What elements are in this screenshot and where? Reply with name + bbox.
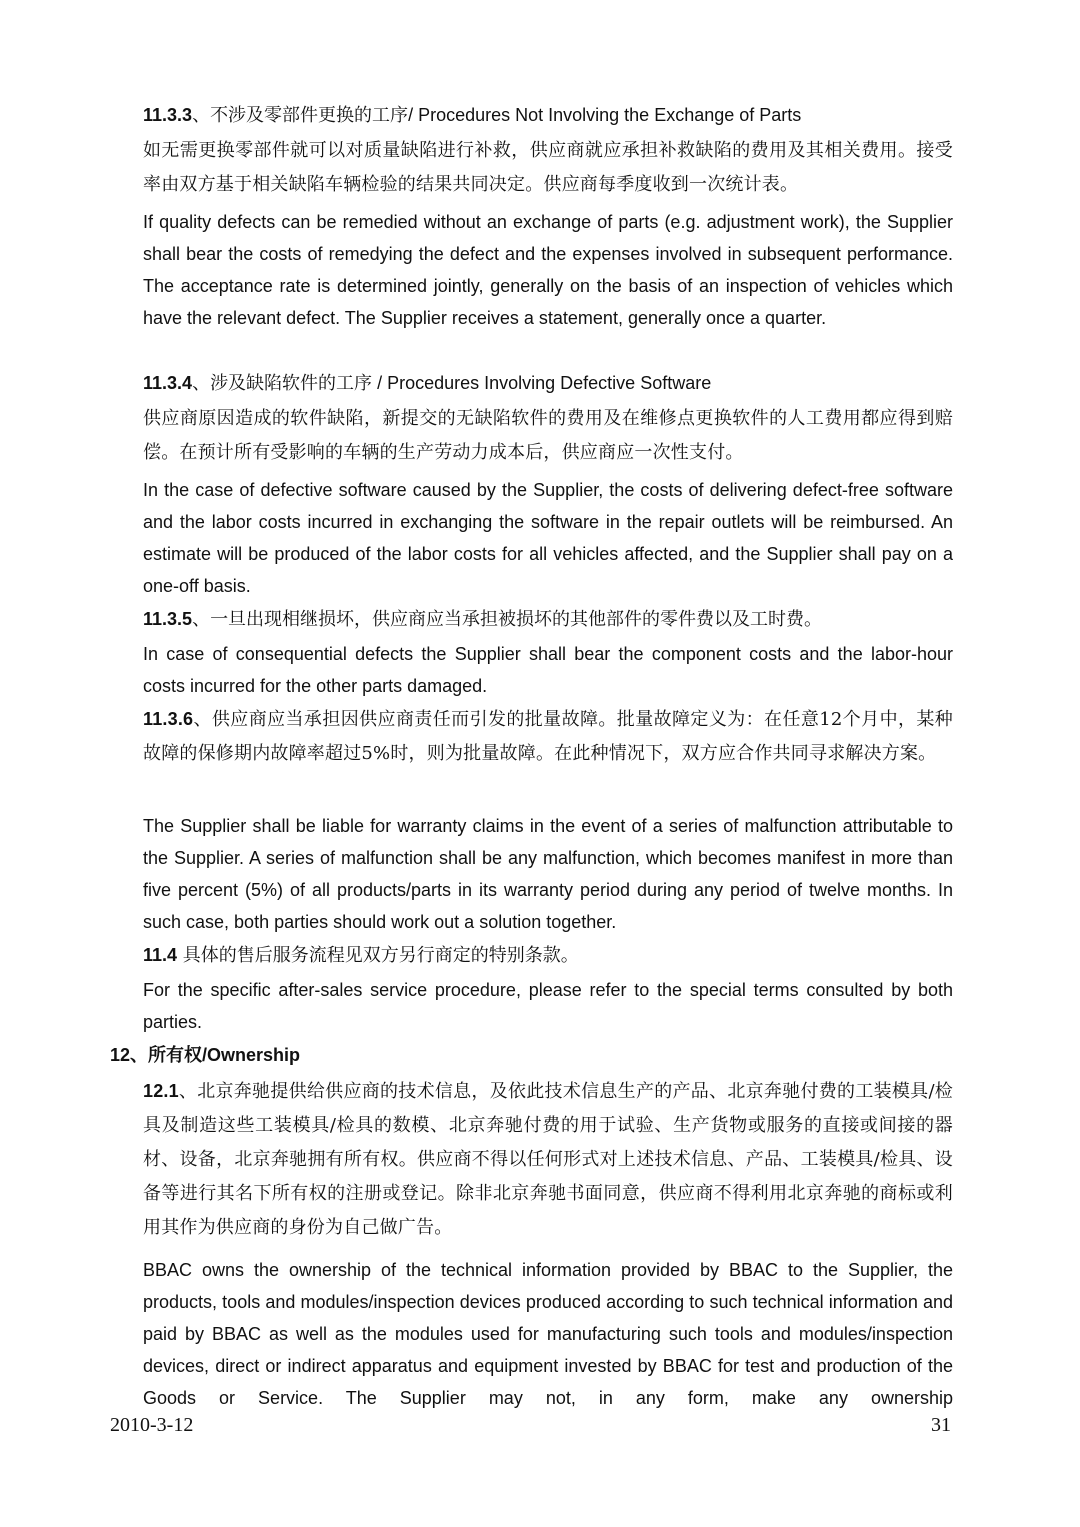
clause-11-3-5-heading (143, 602, 953, 637)
clause-number: 11.4 (143, 945, 178, 965)
clause-11-4-en-text: For the specific after-sales service procedure, please refer to the special terms consulted by both parties. (143, 980, 953, 1032)
clause-11-3-3-en-text: If quality defects can be remedied without an exchange of parts (e.g. adjustment work), the Supplier shall bear the costs of remedying the defect and the expenses involved in subsequent performance. The acceptance rate is determined jointly, generally on the basis of an inspection of vehicles which have the relevant defect. The Supplier receives a statement, generally once a quarter. (143, 212, 953, 328)
clause-number: 11.3.6 (143, 709, 194, 729)
clause-text-cn: 一旦出现相继损坏，供应商应当承担被损坏的其他部件的零件费以及工时费。 (210, 609, 823, 630)
separator: 、 (192, 373, 211, 394)
clause-11-3-5-en-text: In case of consequential defects the Supplier shall bear the component costs and the labor-hour costs incurred for the other parts damaged. (143, 644, 953, 696)
separator: 、 (178, 1081, 198, 1102)
clause-number: 12.1 (143, 1081, 179, 1101)
clause-11-3-4-heading (143, 366, 953, 401)
clause-number: 11.3.5 (143, 609, 193, 629)
clause-11-3-4-en-text: In the case of defective software caused by the Supplier, the costs of delivering defect-free software and the labor costs incurred in exchanging the software in the repair outlets will be reimbursed. An estimate will be produced of the labor costs for all vehicles affected, and the Supplier shall pay on a one-off basis. (143, 480, 953, 596)
footer-date: 2010-3-12 (110, 1414, 194, 1436)
clause-12-1-en-text: BBAC owns the ownership of the technical information provided by BBAC to the Supplier, the products, tools and modules/inspection devices produced according to such technical information and paid by BBAC as well as the modules used for manufacturing such tools and modules/inspection devices, direct or indirect apparatus and equipment invested by BBAC for test and production of the Goods or Service. The Supplier may not, in any form, make any ownership (143, 1260, 953, 1408)
clause-11-3-3-heading (143, 98, 953, 133)
page-number: 31 (931, 1414, 951, 1436)
separator: 、 (192, 609, 211, 630)
clause-12-1-cn-text (143, 1074, 953, 1245)
clause-number: 11.3.3 (143, 105, 193, 125)
clause-text-cn: 供应商应当承担因供应商责任而引发的批量故障。批量故障定义为：在任意12个月中，某种故障的保修期内故障率超过5%时，则为批量故障。在此种情况下，双方应合作共同寻求解决方案。 (143, 709, 954, 764)
clause-11-4-heading (143, 938, 953, 973)
separator: 、 (192, 105, 211, 126)
separator: 、 (193, 709, 212, 730)
clause-11-3-6-en-text: The Supplier shall be liable for warranty claims in the event of a series of malfunction attributable to the Supplier. A series of malfunction shall be any malfunction, which becomes manifest in more than five percent (5%) of all products/parts in its warranty period during any period of twelve months. In such case, both parties should work out a solution together. (143, 816, 953, 932)
clause-number: 11.3.4 (143, 373, 193, 393)
clause-text-cn: 北京奔驰提供给供应商的技术信息，及依此技术信息生产的产品、北京奔驰付费的工装模具/检具及制造这些工装模具/检具的数模、北京奔驰付费的用于试验、生产货物或服务的直接或间接的器材、设备，北京奔驰拥有所有权。供应商不得以任何形式对上述技术信息、产品、工装模具/检具、设备等进行其名下所有权的注册或登记。除非北京奔驰书面同意，供应商不得利用北京奔驰的商标或利用其作为供应商的身份为自己做广告。 (143, 1081, 954, 1238)
section-12-heading: 12、所有权/Ownership (110, 1045, 301, 1065)
clause-11-3-6-cn-text (143, 702, 953, 771)
clause-text-cn: 具体的售后服务流程见双方另行商定的特别条款。 (177, 945, 579, 966)
clause-title-cn: 不涉及零部件更换的工序 (210, 105, 409, 126)
clause-11-3-4-cn-text: 供应商原因造成的软件缺陷，新提交的无缺陷软件的费用及在维修点更换软件的人工费用都应得到赔偿。在预计所有受影响的车辆的生产劳动力成本后，供应商应一次性支付。 (143, 408, 953, 463)
clause-title-en: / Procedures Not Involving the Exchange of Parts (408, 105, 802, 125)
clause-11-3-3-cn-text: 如无需更换零部件就可以对质量缺陷进行补救，供应商就应承担补救缺陷的费用及其相关费用。接受率由双方基于相关缺陷车辆检验的结果共同决定。供应商每季度收到一次统计表。 (143, 140, 953, 195)
clause-title-cn: 涉及缺陷软件的工序 (210, 373, 373, 394)
clause-title-en: / Procedures Involving Defective Software (372, 373, 712, 393)
